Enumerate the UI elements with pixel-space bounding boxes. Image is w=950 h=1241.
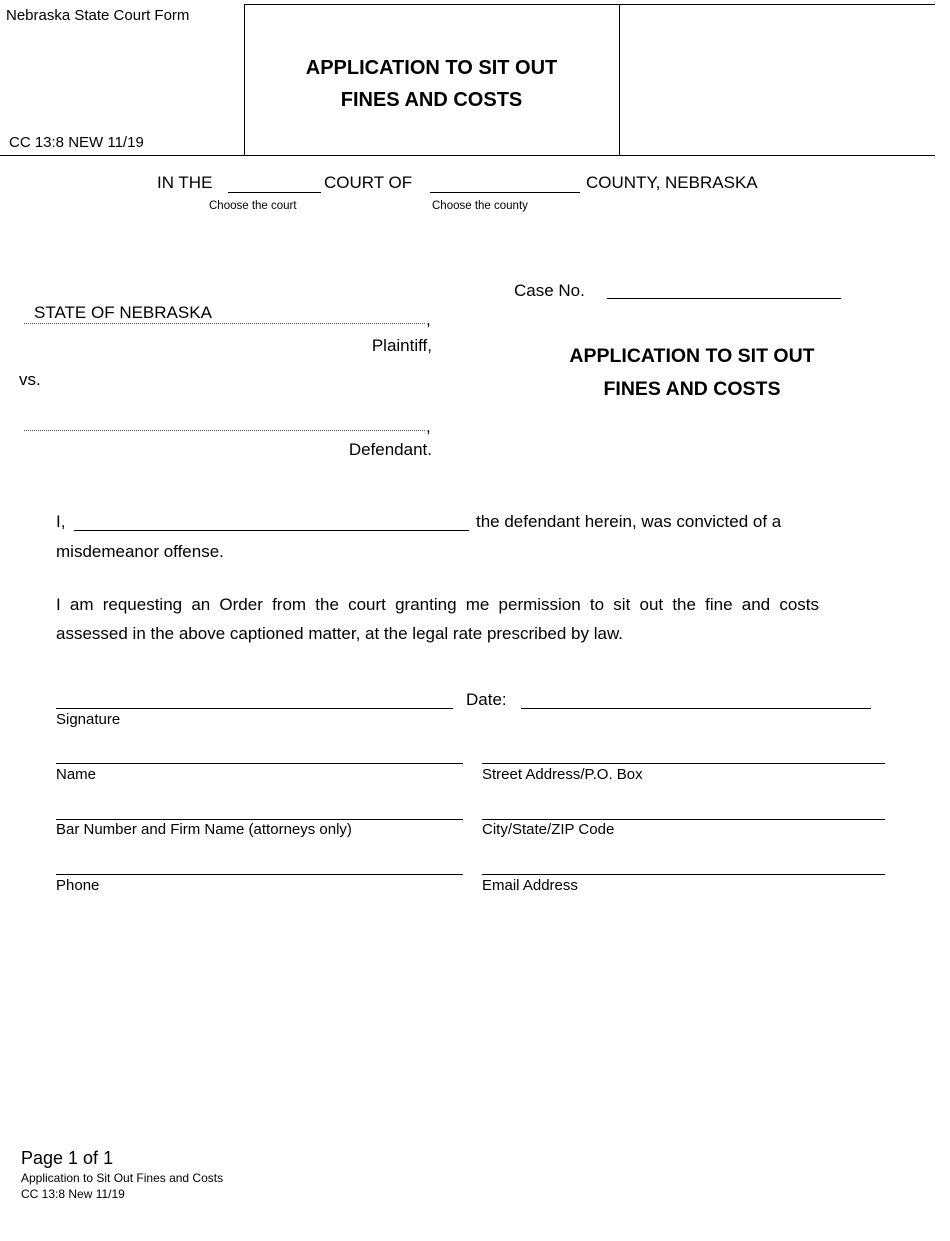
signature-input[interactable] xyxy=(56,708,453,709)
form-label: Nebraska State Court Form xyxy=(6,7,190,24)
plaintiff-label: Plaintiff, xyxy=(371,336,432,355)
date-label: Date: xyxy=(466,690,507,709)
header-title xyxy=(244,52,619,116)
court-hint: Choose the court xyxy=(209,200,297,212)
county-hint: Choose the county xyxy=(432,200,528,212)
case-no-label: Case No. xyxy=(514,281,585,300)
footer-page: Page 1 of 1 xyxy=(21,1148,114,1168)
form-code: CC 13:8 NEW 11/19 xyxy=(9,134,144,151)
city-label: City/State/ZIP Code xyxy=(482,821,615,838)
paragraph2: I am requesting an Order from the court granting me permission to sit out the fine and costs assessed in the above captioned matter, at the legal rate prescribed by law. xyxy=(56,595,819,643)
street-input[interactable] xyxy=(482,763,885,764)
header-divider-right xyxy=(619,4,620,155)
paragraph1-after: the defendant herein, was convicted of a xyxy=(476,512,782,531)
name-input[interactable] xyxy=(56,763,463,764)
name-label: Name xyxy=(56,766,97,783)
defendant-name-input[interactable] xyxy=(74,530,469,531)
county-select[interactable] xyxy=(430,192,580,193)
header-bottom-rule xyxy=(0,155,935,156)
bar-number-label: Bar Number and Firm Name (attorneys only) xyxy=(56,821,352,838)
defendant-name-line[interactable] xyxy=(24,430,425,431)
case-no-input[interactable] xyxy=(607,298,841,299)
caption-title xyxy=(520,340,864,406)
caption-title-line2: FINES AND COSTS xyxy=(603,378,781,400)
email-label: Email Address xyxy=(482,877,578,894)
phone-label: Phone xyxy=(56,877,100,894)
defendant-comma: , xyxy=(426,417,431,436)
city-input[interactable] xyxy=(482,819,885,820)
court-of-text: COURT OF xyxy=(324,173,413,192)
street-label: Street Address/P.O. Box xyxy=(482,766,643,783)
vs-text: vs. xyxy=(19,370,41,389)
signature-label: Signature xyxy=(56,711,121,728)
phone-input[interactable] xyxy=(56,874,463,875)
header-top-rule xyxy=(244,4,935,5)
plaintiff-line xyxy=(24,323,425,324)
caption-title-line1: APPLICATION TO SIT OUT xyxy=(569,345,815,367)
footer-form-name: Application to Sit Out Fines and Costs xyxy=(21,1171,224,1185)
email-input[interactable] xyxy=(482,874,885,875)
plaintiff-comma: , xyxy=(426,310,431,329)
defendant-label: Defendant. xyxy=(348,440,432,459)
paragraph1-line2: misdemeanor offense. xyxy=(56,542,224,561)
plaintiff-name[interactable]: STATE OF NEBRASKA xyxy=(34,303,212,322)
paragraph1-start: I, xyxy=(56,512,66,531)
date-input[interactable] xyxy=(521,708,871,709)
court-select[interactable] xyxy=(228,192,321,193)
in-the-text: IN THE xyxy=(157,173,213,192)
bar-number-input[interactable] xyxy=(56,819,463,820)
header-title-line1: APPLICATION TO SIT OUT xyxy=(305,57,558,79)
footer-form-code: CC 13:8 New 11/19 xyxy=(21,1187,125,1201)
header-title-line2: FINES AND COSTS xyxy=(340,89,523,111)
county-nebraska-text: COUNTY, NEBRASKA xyxy=(586,173,758,192)
